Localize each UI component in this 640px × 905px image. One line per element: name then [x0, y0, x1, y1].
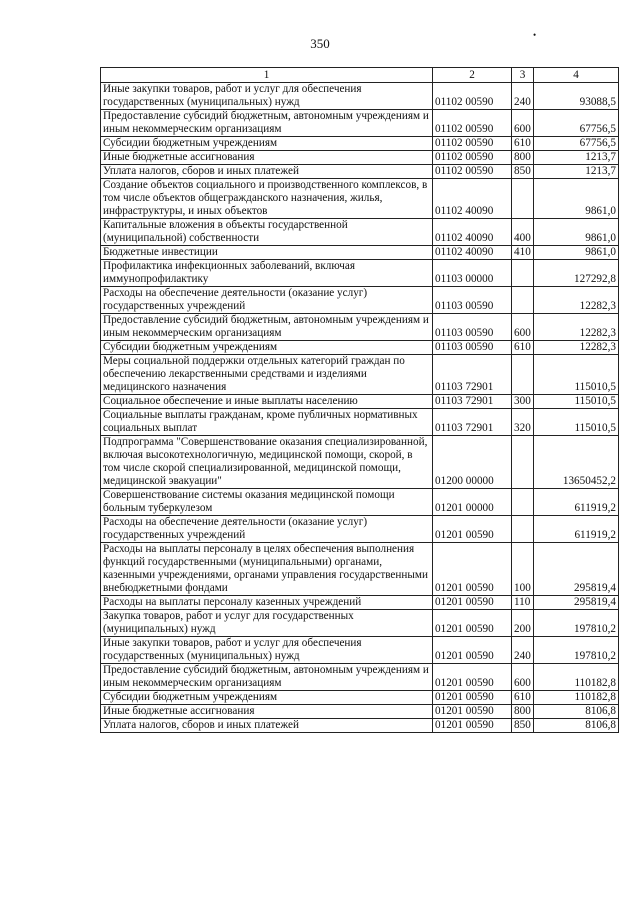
row-sum: 9861,0: [534, 246, 619, 260]
row-name: Бюджетные инвестиции: [101, 246, 433, 260]
page-number: 350: [310, 36, 330, 51]
row-sum: 611919,2: [534, 516, 619, 543]
row-name: Создание объектов социального и производственного комплексов, в том числе объектов общегражданского назначения, жилья, инфраструктуры, и иных объектов: [101, 179, 433, 219]
row-type: 100: [512, 543, 534, 596]
row-code: 01201 00590: [433, 705, 512, 719]
column-header: 2: [433, 68, 512, 83]
row-sum: 9861,0: [534, 219, 619, 246]
row-type: [512, 489, 534, 516]
table-row: [101, 151, 619, 165]
row-type: 300: [512, 395, 534, 409]
column-header: 3: [512, 68, 534, 83]
row-name: Иные закупки товаров, работ и услуг для обеспечения государственных (муниципальных) нужд: [101, 637, 433, 664]
row-type: 850: [512, 165, 534, 179]
row-type: [512, 179, 534, 219]
table-row: [101, 355, 619, 395]
row-code: 01103 72901: [433, 409, 512, 436]
table-row: [101, 246, 619, 260]
row-code: 01103 00590: [433, 287, 512, 314]
row-sum: 67756,5: [534, 110, 619, 137]
row-sum: 197810,2: [534, 610, 619, 637]
row-name: Иные бюджетные ассигнования: [101, 705, 433, 719]
row-code: 01201 00590: [433, 637, 512, 664]
table-row: [101, 260, 619, 287]
row-code: 01102 00590: [433, 137, 512, 151]
table-row: [101, 516, 619, 543]
row-sum: 1213,7: [534, 165, 619, 179]
row-type: [512, 355, 534, 395]
row-name: Капитальные вложения в объекты государственной (муниципальной) собственности: [101, 219, 433, 246]
table-row: [101, 664, 619, 691]
row-sum: 295819,4: [534, 596, 619, 610]
row-type: [512, 287, 534, 314]
budget-table: [100, 67, 619, 733]
row-code: 01102 00590: [433, 151, 512, 165]
row-type: 800: [512, 151, 534, 165]
row-type: 200: [512, 610, 534, 637]
row-sum: 9861,0: [534, 179, 619, 219]
row-type: 600: [512, 664, 534, 691]
row-name: Субсидии бюджетным учреждениям: [101, 137, 433, 151]
row-type: 400: [512, 219, 534, 246]
row-sum: 1213,7: [534, 151, 619, 165]
table-row: [101, 165, 619, 179]
row-type: 240: [512, 637, 534, 664]
table-row: [101, 341, 619, 355]
table-row: [101, 691, 619, 705]
row-code: 01201 00000: [433, 489, 512, 516]
table-row: [101, 489, 619, 516]
row-code: 01201 00590: [433, 610, 512, 637]
row-code: 01103 00590: [433, 314, 512, 341]
table-row: [101, 436, 619, 489]
row-sum: 197810,2: [534, 637, 619, 664]
row-type: 240: [512, 83, 534, 110]
row-sum: 13650452,2: [534, 436, 619, 489]
row-code: 01201 00590: [433, 516, 512, 543]
table-row: [101, 610, 619, 637]
row-type: 800: [512, 705, 534, 719]
row-name: Предоставление субсидий бюджетным, автономным учреждениям и иным некоммерческим организациям: [101, 314, 433, 341]
row-type: 410: [512, 246, 534, 260]
row-code: 01102 40090: [433, 219, 512, 246]
row-type: 850: [512, 719, 534, 733]
row-type: [512, 436, 534, 489]
table-row: [101, 110, 619, 137]
row-sum: 12282,3: [534, 341, 619, 355]
row-sum: 12282,3: [534, 314, 619, 341]
table-row: [101, 83, 619, 110]
row-code: 01103 00590: [433, 341, 512, 355]
row-name: Совершенствование системы оказания медицинской помощи больным туберкулезом: [101, 489, 433, 516]
row-type: 600: [512, 314, 534, 341]
table-row: [101, 179, 619, 219]
table-body: [101, 83, 619, 733]
row-sum: 115010,5: [534, 395, 619, 409]
row-type: [512, 260, 534, 287]
row-name: Подпрограмма "Совершенствование оказания специализированной, включая высокотехнологичную, медицинской помощи, скорой, в том числе скорой специализированной, медицинской помощи, медицинской эвакуации": [101, 436, 433, 489]
row-code: 01201 00590: [433, 543, 512, 596]
row-sum: 110182,8: [534, 664, 619, 691]
row-sum: 8106,8: [534, 719, 619, 733]
row-sum: 110182,8: [534, 691, 619, 705]
row-name: Социальное обеспечение и иные выплаты населению: [101, 395, 433, 409]
row-name: Субсидии бюджетным учреждениям: [101, 691, 433, 705]
table-row: [101, 314, 619, 341]
row-name: Субсидии бюджетным учреждениям: [101, 341, 433, 355]
row-code: 01102 00590: [433, 165, 512, 179]
row-code: 01103 72901: [433, 355, 512, 395]
row-code: 01102 40090: [433, 246, 512, 260]
row-name: Уплата налогов, сборов и иных платежей: [101, 165, 433, 179]
table-row: [101, 637, 619, 664]
row-type: 320: [512, 409, 534, 436]
row-sum: 67756,5: [534, 137, 619, 151]
row-type: 610: [512, 341, 534, 355]
column-header: 1: [101, 68, 433, 83]
row-sum: 8106,8: [534, 705, 619, 719]
table-row: [101, 409, 619, 436]
table-row: [101, 596, 619, 610]
row-name: Закупка товаров, работ и услуг для государственных (муниципальных) нужд: [101, 610, 433, 637]
table-row: [101, 395, 619, 409]
row-name: Предоставление субсидий бюджетным, автономным учреждениям и иным некоммерческим организациям: [101, 110, 433, 137]
row-sum: 115010,5: [534, 355, 619, 395]
table-row: [101, 137, 619, 151]
row-name: Иные бюджетные ассигнования: [101, 151, 433, 165]
table-row: [101, 543, 619, 596]
row-code: 01201 00590: [433, 691, 512, 705]
row-type: 110: [512, 596, 534, 610]
table-header-row: [101, 68, 619, 83]
table-row: [101, 287, 619, 314]
row-sum: 12282,3: [534, 287, 619, 314]
row-name: Расходы на обеспечение деятельности (оказание услуг) государственных учреждений: [101, 516, 433, 543]
row-name: Иные закупки товаров, работ и услуг для обеспечения государственных (муниципальных) нужд: [101, 83, 433, 110]
row-code: 01102 40090: [433, 179, 512, 219]
scan-speck: •: [533, 30, 537, 40]
row-type: [512, 516, 534, 543]
row-sum: 93088,5: [534, 83, 619, 110]
row-name: Предоставление субсидий бюджетным, автономным учреждениям и иным некоммерческим организациям: [101, 664, 433, 691]
row-sum: 115010,5: [534, 409, 619, 436]
table-row: [101, 705, 619, 719]
row-name: Расходы на обеспечение деятельности (оказание услуг) государственных учреждений: [101, 287, 433, 314]
row-name: Расходы на выплаты персоналу казенных учреждений: [101, 596, 433, 610]
row-name: Социальные выплаты гражданам, кроме публичных нормативных социальных выплат: [101, 409, 433, 436]
row-code: 01103 00000: [433, 260, 512, 287]
row-code: 01201 00590: [433, 596, 512, 610]
row-name: Расходы на выплаты персоналу в целях обеспечения выполнения функций государственными (муниципальными) органами, казенными учреждениями, органами управления государственными внебюджетными фондами: [101, 543, 433, 596]
row-code: 01201 00590: [433, 664, 512, 691]
row-sum: 295819,4: [534, 543, 619, 596]
row-name: Профилактика инфекционных заболеваний, включая иммунопрофилактику: [101, 260, 433, 287]
row-sum: 611919,2: [534, 489, 619, 516]
column-header: 4: [534, 68, 619, 83]
row-code: 01102 00590: [433, 110, 512, 137]
row-code: 01201 00590: [433, 719, 512, 733]
row-code: 01102 00590: [433, 83, 512, 110]
row-code: 01200 00000: [433, 436, 512, 489]
row-code: 01103 72901: [433, 395, 512, 409]
row-type: 610: [512, 137, 534, 151]
table-row: [101, 719, 619, 733]
row-name: Меры социальной поддержки отдельных категорий граждан по обеспечению лекарственными средствами и изделиями медицинского назначения: [101, 355, 433, 395]
row-type: 610: [512, 691, 534, 705]
row-sum: 127292,8: [534, 260, 619, 287]
row-type: 600: [512, 110, 534, 137]
table-row: [101, 219, 619, 246]
row-name: Уплата налогов, сборов и иных платежей: [101, 719, 433, 733]
